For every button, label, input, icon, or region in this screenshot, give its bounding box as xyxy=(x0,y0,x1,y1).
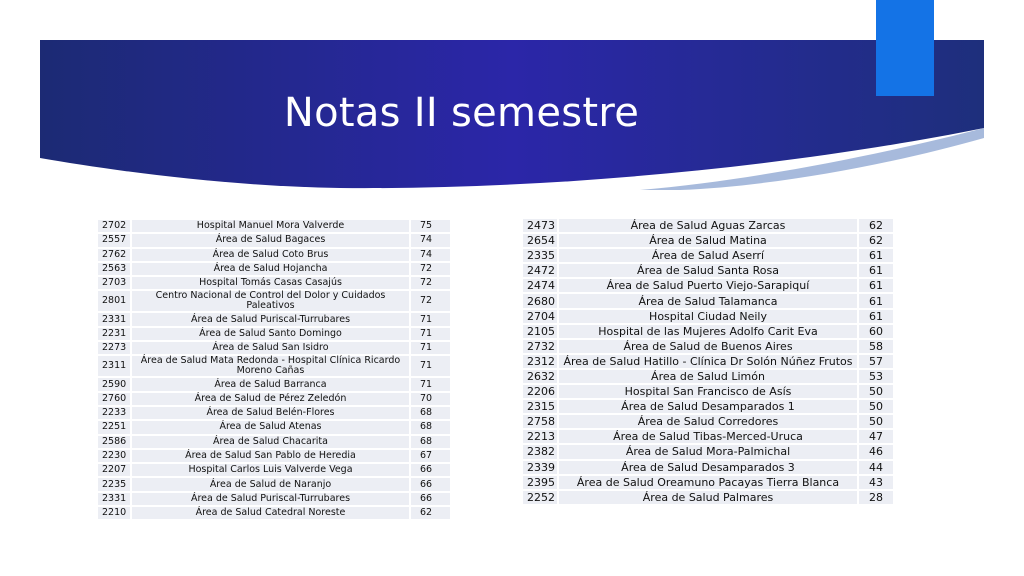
cell-name: Área de Salud Talamanca xyxy=(559,294,857,307)
table-row xyxy=(98,450,450,462)
cell-score: 61 xyxy=(859,294,893,307)
cell-code: 2702 xyxy=(98,220,130,232)
cell-score: 72 xyxy=(411,277,450,289)
cell-code: 2732 xyxy=(523,340,557,353)
cell-name: Área de Salud Belén-Flores xyxy=(132,407,409,419)
table-row xyxy=(523,340,893,353)
cell-score: 61 xyxy=(859,279,893,292)
cell-name: Área de Salud Palmares xyxy=(559,491,857,504)
table-row xyxy=(523,415,893,428)
cell-code: 2206 xyxy=(523,385,557,398)
table-row xyxy=(98,378,450,390)
cell-score: 53 xyxy=(859,370,893,383)
cell-name: Área de Salud Limón xyxy=(559,370,857,383)
table-row xyxy=(98,313,450,325)
cell-code: 2472 xyxy=(523,264,557,277)
cell-score: 71 xyxy=(411,328,450,340)
cell-code: 2473 xyxy=(523,219,557,232)
cell-score: 72 xyxy=(411,263,450,275)
cell-score: 71 xyxy=(411,313,450,325)
table-row xyxy=(523,264,893,277)
cell-code: 2762 xyxy=(98,249,130,261)
cell-code: 2331 xyxy=(98,493,130,505)
cell-code: 2801 xyxy=(98,291,130,311)
cell-score: 62 xyxy=(411,507,450,519)
cell-code: 2654 xyxy=(523,234,557,247)
cell-name: Área de Salud de Naranjo xyxy=(132,478,409,490)
table-row xyxy=(523,249,893,262)
table-row xyxy=(523,430,893,443)
cell-name: Área de Salud Barranca xyxy=(132,378,409,390)
cell-name: Área de Salud Santa Rosa xyxy=(559,264,857,277)
cell-name: Hospital Tomás Casas Casajús xyxy=(132,277,409,289)
cell-score: 50 xyxy=(859,415,893,428)
cell-code: 2758 xyxy=(523,415,557,428)
cell-score: 62 xyxy=(859,219,893,232)
cell-name: Hospital de las Mujeres Adolfo Carit Eva xyxy=(559,325,857,338)
table-row xyxy=(523,370,893,383)
cell-name: Área de Salud Aserrí xyxy=(559,249,857,262)
cell-score: 46 xyxy=(859,445,893,458)
cell-code: 2563 xyxy=(98,263,130,275)
table-row xyxy=(98,436,450,448)
cell-code: 2311 xyxy=(98,356,130,376)
cell-name: Hospital Manuel Mora Valverde xyxy=(132,220,409,232)
cell-score: 68 xyxy=(411,407,450,419)
cell-code: 2315 xyxy=(523,400,557,413)
cell-name: Área de Salud Bagaces xyxy=(132,234,409,246)
cell-name: Área de Salud Mata Redonda - Hospital Clínica Ricardo Moreno Cañas xyxy=(132,356,409,376)
table-row xyxy=(98,328,450,340)
table-row xyxy=(98,421,450,433)
cell-name: Área de Salud Tibas-Merced-Uruca xyxy=(559,430,857,443)
table-row xyxy=(98,356,450,376)
cell-code: 2632 xyxy=(523,370,557,383)
cell-name: Área de Salud Matina xyxy=(559,234,857,247)
cell-score: 44 xyxy=(859,461,893,474)
cell-code: 2213 xyxy=(523,430,557,443)
cell-code: 2235 xyxy=(98,478,130,490)
cell-score: 72 xyxy=(411,291,450,311)
cell-name: Centro Nacional de Control del Dolor y Cuidados Paleativos xyxy=(132,291,409,311)
table-row xyxy=(98,291,450,311)
cell-name: Área de Salud Mora-Palmichal xyxy=(559,445,857,458)
cell-code: 2230 xyxy=(98,450,130,462)
cell-name: Área de Salud San Isidro xyxy=(132,342,409,354)
table-row xyxy=(98,464,450,476)
table-row xyxy=(98,220,450,232)
cell-name: Hospital San Francisco de Asís xyxy=(559,385,857,398)
cell-code: 2312 xyxy=(523,355,557,368)
cell-name: Área de Salud Desamparados 1 xyxy=(559,400,857,413)
table-row xyxy=(98,249,450,261)
table-row xyxy=(523,385,893,398)
cell-code: 2339 xyxy=(523,461,557,474)
table-row xyxy=(98,478,450,490)
cell-name: Área de Salud de Buenos Aires xyxy=(559,340,857,353)
left-scores-table xyxy=(96,218,452,521)
table-row xyxy=(523,445,893,458)
cell-code: 2233 xyxy=(98,407,130,419)
cell-name: Área de Salud Puerto Viejo-Sarapiquí xyxy=(559,279,857,292)
cell-code: 2105 xyxy=(523,325,557,338)
cell-name: Área de Salud Desamparados 3 xyxy=(559,461,857,474)
cell-name: Área de Salud Aguas Zarcas xyxy=(559,219,857,232)
table-row xyxy=(98,234,450,246)
cell-name: Área de Salud Catedral Noreste xyxy=(132,507,409,519)
cell-name: Área de Salud Chacarita xyxy=(132,436,409,448)
table-row xyxy=(98,393,450,405)
cell-code: 2557 xyxy=(98,234,130,246)
cell-score: 67 xyxy=(411,450,450,462)
table-row xyxy=(523,279,893,292)
table-row xyxy=(523,234,893,247)
cell-score: 66 xyxy=(411,478,450,490)
table-row xyxy=(523,400,893,413)
table-row xyxy=(523,310,893,323)
cell-score: 66 xyxy=(411,493,450,505)
cell-code: 2331 xyxy=(98,313,130,325)
cell-name: Área de Salud Hatillo - Clínica Dr Solón Núñez Frutos xyxy=(559,355,857,368)
cell-code: 2382 xyxy=(523,445,557,458)
cell-score: 70 xyxy=(411,393,450,405)
table-row xyxy=(523,355,893,368)
cell-score: 68 xyxy=(411,421,450,433)
table-row xyxy=(98,493,450,505)
cell-name: Área de Salud de Pérez Zeledón xyxy=(132,393,409,405)
cell-code: 2703 xyxy=(98,277,130,289)
cell-code: 2474 xyxy=(523,279,557,292)
cell-score: 62 xyxy=(859,234,893,247)
cell-code: 2273 xyxy=(98,342,130,354)
cell-code: 2704 xyxy=(523,310,557,323)
cell-code: 2760 xyxy=(98,393,130,405)
cell-name: Área de Salud Oreamuno Pacayas Tierra Blanca xyxy=(559,476,857,489)
cell-name: Área de Salud Puriscal-Turrubares xyxy=(132,493,409,505)
cell-code: 2210 xyxy=(98,507,130,519)
cell-name: Hospital Ciudad Neily xyxy=(559,310,857,323)
cell-code: 2251 xyxy=(98,421,130,433)
cell-score: 61 xyxy=(859,310,893,323)
slide-title: Notas II semestre xyxy=(283,90,640,136)
cell-score: 60 xyxy=(859,325,893,338)
cell-score: 75 xyxy=(411,220,450,232)
cell-score: 66 xyxy=(411,464,450,476)
cell-name: Área de Salud Puriscal-Turrubares xyxy=(132,313,409,325)
cell-name: Área de Salud Santo Domingo xyxy=(132,328,409,340)
cell-score: 68 xyxy=(411,436,450,448)
cell-name: Área de Salud Hojancha xyxy=(132,263,409,275)
cell-name: Área de Salud Corredores xyxy=(559,415,857,428)
cell-score: 28 xyxy=(859,491,893,504)
cell-name: Área de Salud Coto Brus xyxy=(132,249,409,261)
cell-code: 2207 xyxy=(98,464,130,476)
cell-code: 2231 xyxy=(98,328,130,340)
table-row xyxy=(523,325,893,338)
cell-score: 71 xyxy=(411,356,450,376)
cell-code: 2680 xyxy=(523,294,557,307)
table-row xyxy=(523,219,893,232)
right-scores-table xyxy=(521,217,895,506)
cell-score: 43 xyxy=(859,476,893,489)
cell-code: 2252 xyxy=(523,491,557,504)
cell-name: Hospital Carlos Luis Valverde Vega xyxy=(132,464,409,476)
cell-score: 57 xyxy=(859,355,893,368)
cell-score: 74 xyxy=(411,249,450,261)
cell-code: 2586 xyxy=(98,436,130,448)
table-row xyxy=(523,461,893,474)
cell-score: 47 xyxy=(859,430,893,443)
table-row xyxy=(98,277,450,289)
accent-bar xyxy=(876,0,934,96)
cell-score: 50 xyxy=(859,385,893,398)
cell-score: 71 xyxy=(411,342,450,354)
cell-score: 71 xyxy=(411,378,450,390)
cell-score: 50 xyxy=(859,400,893,413)
cell-code: 2395 xyxy=(523,476,557,489)
cell-score: 61 xyxy=(859,264,893,277)
table-row xyxy=(523,491,893,504)
cell-name: Área de Salud Atenas xyxy=(132,421,409,433)
table-row xyxy=(523,294,893,307)
table-row xyxy=(98,407,450,419)
cell-score: 74 xyxy=(411,234,450,246)
cell-score: 61 xyxy=(859,249,893,262)
cell-name: Área de Salud San Pablo de Heredia xyxy=(132,450,409,462)
cell-code: 2590 xyxy=(98,378,130,390)
table-row xyxy=(98,342,450,354)
table-row xyxy=(98,507,450,519)
table-row xyxy=(523,476,893,489)
cell-code: 2335 xyxy=(523,249,557,262)
cell-score: 58 xyxy=(859,340,893,353)
table-row xyxy=(98,263,450,275)
